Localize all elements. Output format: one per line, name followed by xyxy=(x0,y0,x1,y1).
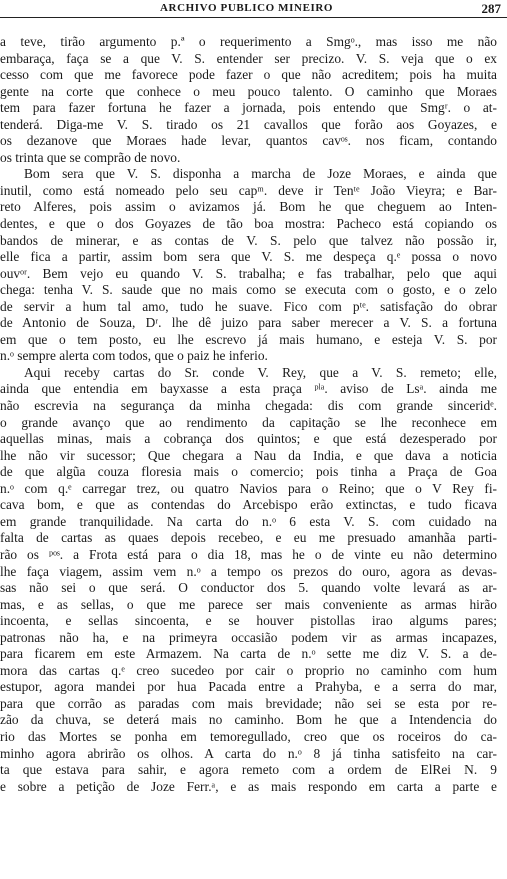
text-line: embaraça, faça se a que V. S. entender ser precizo. V. S. veja que o ex xyxy=(0,50,497,66)
text-line: de que algũa couza floresia mais o comercio; pois tinha a Praça de Goa xyxy=(0,464,497,480)
text-line: patronas não ha, e na primeyra occasião podem vir as armas incapazes, xyxy=(0,629,497,645)
text-line: zão da chuva, se deterá mais no caminho. Bom he que a Intendencia do xyxy=(0,712,497,728)
running-header xyxy=(0,0,507,22)
text-line: ta que estava para sahir, e agora remeto com a ordem de ElRei N. 9 xyxy=(0,762,497,778)
text-line: cesso com que me favorece pode fazer o que não acreditem; pois ha muita xyxy=(0,67,497,83)
text-line: de servir a hum tal amo, tudo he suave. Fico com pᵗᵉ. satisfação do obrar xyxy=(0,298,497,314)
text-line: em que o tem posto, eu lhe escrevo já mais humano, e esteja V. S. por xyxy=(0,331,497,347)
text-line: o grande avanço que ao rendimento da capitação se lhe reconhece em xyxy=(0,414,497,430)
text-line: em grande tranquilidade. Na carta do n.ᵒ 6 esta V. S. com cuidado na xyxy=(0,513,497,529)
text-line: dentes, e que o dos Goyazes de tão boa mostra: Pacheco está copiando os xyxy=(0,216,497,232)
text-line: cava bom, e que as contendas do Arcebispo erão extinctas, e tudo ficava xyxy=(0,497,497,513)
text-line: a teve, tirão argumento p.ª o requerimento a Smgᵒ., mas isso me não xyxy=(0,34,497,49)
text-line: lhe não vir sucessor; Que chegara a Nau da India, e que dava a noticia xyxy=(0,447,497,463)
text-line: de Antonio de Souza, Dʳ. lhe dê juizo para saber merecer a V. S. a fortuna xyxy=(0,315,497,331)
text-line: sas não sei o que será. O conductor dos 5. quando volte levará as ar- xyxy=(0,580,497,596)
text-line: mas, e as sellas, o que me parece ser mais conveniente as armas hirão xyxy=(0,596,497,612)
text-line: Aqui receby cartas do Sr. conde V. Rey, que a V. S. remeto; elle, xyxy=(24,364,497,380)
text-line: ouvᵒʳ. Bem vejo eu quando V. S. trabalha; e fas trabalhar, pelo que aqui xyxy=(0,265,497,281)
text-line: tenderá. Diga-me V. S. tirado os 21 cavallos que forão aos Goyazes, e xyxy=(0,116,497,132)
text-line: lhe faça viagem, assim vem n.ᵒ a tempo os prezos do ouro, agora as devas- xyxy=(0,563,497,579)
running-title: ARCHIVO PUBLICO MINEIRO xyxy=(160,2,334,14)
text-line: não escrevia na segurança da minha chegada: dis com grande sinceridᵉ. xyxy=(0,398,497,414)
text-line: gente na corte que conhece o meu pouco talento. O caminho que Moraes xyxy=(0,83,497,99)
text-line: para que corrão as paradas com mais brevidade; não sei se esta por re- xyxy=(0,695,497,711)
text-line: incoenta, e sellas sincoenta, e se houver pistollas irao algums pares; xyxy=(0,613,497,629)
text-line: n.ᵒ com q.ᵉ carregar trez, ou quatro Navios para o Reino; que o V Rey fi- xyxy=(0,480,497,496)
text-line: para ficarem em este Armazem. Na carta de n.ᵒ sette me diz V. S. a de- xyxy=(0,646,497,662)
text-line: os dezanove que Moraes hade levar, quantos cavᵒˢ. nos ficam, contando xyxy=(0,133,497,149)
text-line: elle fica a partir, assim bom sera que V. S. me despeça q.ᵉ possa o novo xyxy=(0,249,497,265)
page-number: 287 xyxy=(481,1,501,16)
text-line: n.ᵒ sempre alerta com todos, que o paiz he inferio. xyxy=(0,348,268,364)
text-line: rão os ᵖᵒˢ. a Frota está para o dia 18, mas he o de vinte eu não determino xyxy=(0,546,497,562)
text-line: bandos de minerar, e as contas de V. S. pelo que talvez não possão ir, xyxy=(0,232,497,248)
text-line: tem para fazer fortuna he fazer a jornada, pois entendo que Smgʳ. o at- xyxy=(0,100,497,116)
text-line: mora das cartas q.ᵉ creo sucedeo por cair o proprio no caminho com hum xyxy=(0,662,497,678)
header-rule xyxy=(0,17,507,18)
text-line: ainda que entendia em bayxasse a esta praça ᵖˡᵃ. aviso de Lsᵃ. ainda me xyxy=(0,381,497,397)
text-line: os trinta que se comprão de novo. xyxy=(0,149,181,165)
body-text xyxy=(0,34,507,795)
text-line: falta de cartas as quaes depois recebeo, e eu me presuado amanhãa parti- xyxy=(0,530,497,546)
text-line: minho agora abrirão os olhos. A carta do n.ᵒ 8 já tinha satisfeito na car- xyxy=(0,745,497,761)
text-line: reto Alferes, pois assim o avizamos já. Bom he que cheguem ao Inten- xyxy=(0,199,497,215)
text-line: rio das Mortes se ponha em temoregullado, creo que os roceiros do ca- xyxy=(0,728,497,744)
text-line: e sobre a petição de Joze Ferr.ᵃ, e as mais respondo em carta a parte e xyxy=(0,778,497,794)
text-line: chega: tenha V. S. saude que no mais como se executa com o gosto, e o zelo xyxy=(0,282,497,298)
text-line: estupor, agora mandei por hua Pacada entre a Prahyba, e a serra do mar, xyxy=(0,679,497,695)
text-line: Bom sera que V. S. disponha a marcha de Joze Moraes, e ainda que xyxy=(24,166,497,182)
text-line: inutil, como está nomeado pelo seu capᵐ. deve ir Tenᵗᵉ João Vieyra; e Bar- xyxy=(0,182,497,198)
text-line: aquellas minas, mais a cobrança dos quintos; e que está dezesperado por xyxy=(0,431,497,447)
